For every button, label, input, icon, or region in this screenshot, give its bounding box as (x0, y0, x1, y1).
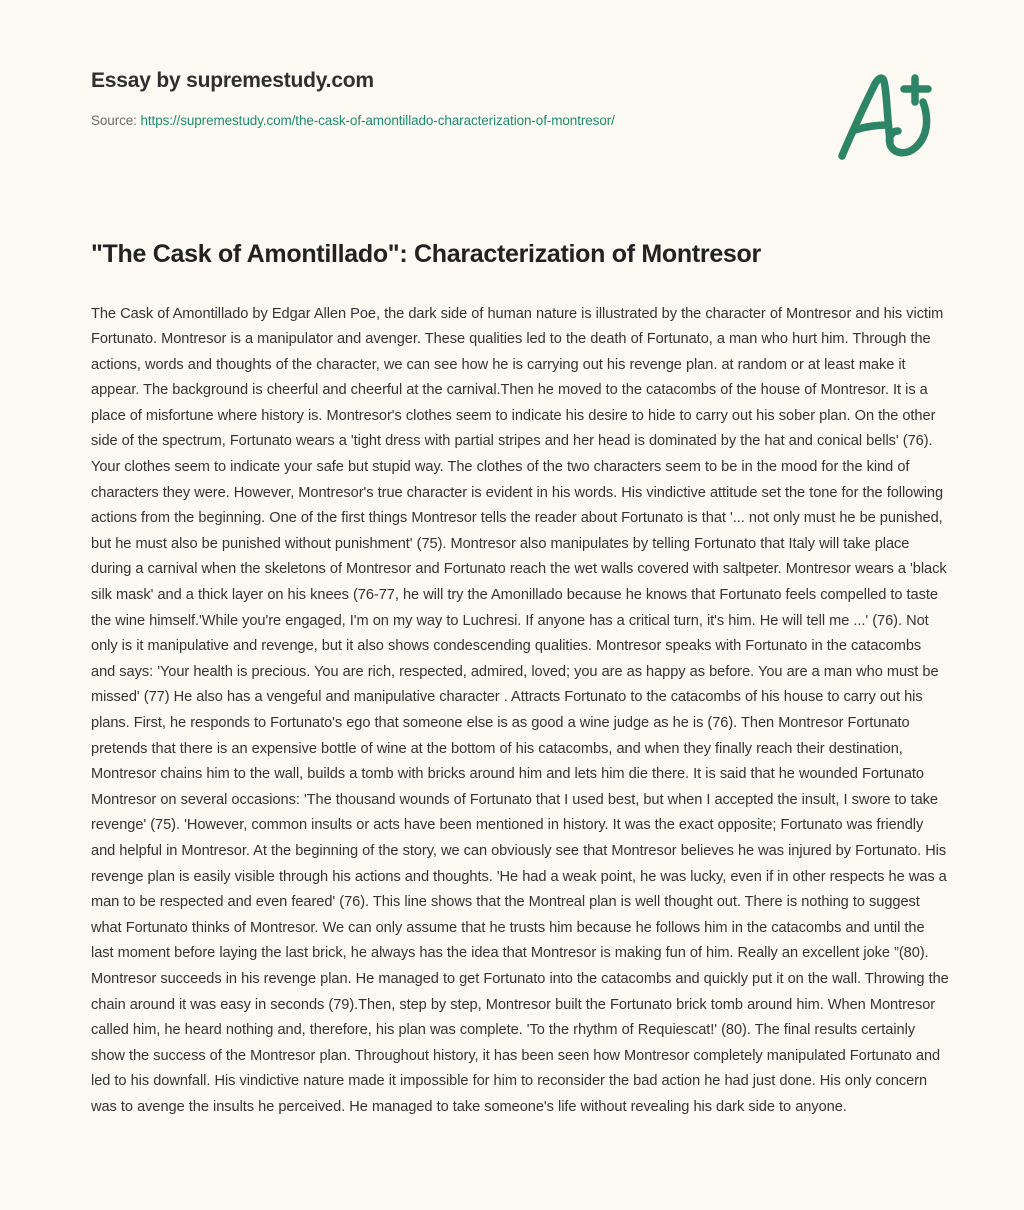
site-title: Essay by supremestudy.com (91, 69, 374, 92)
article (0, 140, 1024, 1161)
source-url-link[interactable]: https://supremestudy.com/the-cask-of-amontillado-characterization-of-montresor/ (140, 113, 615, 129)
source-label: Source: (91, 113, 137, 129)
page-header (0, 0, 1024, 140)
a-plus-logo-icon (828, 62, 948, 172)
page-title: "The Cask of Amontillado": Characterization of Montresor (91, 240, 761, 268)
article-paragraph: The Cask of Amontillado by Edgar Allen Poe, the dark side of human nature is illustrated by the character of Montresor and his victim Fortunato. Montresor is a manipulator and avenger. These qualities led to the death of Fortunato, a man who hurt him. Through the actions, words and thoughts of the character, we can see how he is carrying out his revenge plan. at random or at least make it appear. The background is cheerful and cheerful at the carnival.Then he moved to the catacombs of the house of Montresor. It is a place of misfortune where history is. Montresor's clothes seem to indicate his desire to hide to carry out his sober plan. On the other side of the spectrum, Fortunato wears a 'tight dress with partial stripes and her head is dominated by the hat and conical bells' (76). Your clothes seem to indicate your safe but stupid way. The clothes of the two characters seem to be in the mood for the kind of characters they were. However, Montresor's true character is evident in his words. His vindictive attitude set the tone for the following actions from the beginning. One of the first things Montresor tells the reader about Fortunato is that '... not only must he be punished, but he must also be punished without punishment' (75). Montresor also manipulates by telling Fortunato that Italy will take place during a carnival when the skeletons of Montresor and Fortunato reach the wet walls covered with saltpeter. Montresor wears a 'black silk mask' and a thick layer on his knees (76-77, he will try the Amonillado because he knows that Fortunato feels compelled to taste the wine himself.'While you're engaged, I'm on my way to Luchresi. If anyone has a critical turn, it's him. He will tell me ...' (76). Not only is it manipulative and revenge, but it also shows condescending qualities. Montresor speaks with Fortunato in the catacombs and says: 'Your health is precious. You are rich, respected, admired, loved; you are as happy as before. You are a man who must be missed' (77) He also has a vengeful and manipulative character . Attracts Fortunato to the catacombs of his house to carry out his plans. First, he responds to Fortunato's ego that someone else is as good a wine judge as he is (76). Then Montresor Fortunato pretends that there is an expensive bottle of wine at the bottom of his catacombs, and when they finally reach their destination, Montresor chains him to the wall, builds a tomb with bricks around him and lets him die there. It is said that he wounded Fortunato Montresor on several occasions: 'The thousand wounds of Fortunato that I used best, but when I accepted the insult, I swore to take revenge' (75). 'However, common insults or acts have been mentioned in history. It was the exact opposite; Fortunato was friendly and helpful in Montresor. At the beginning of the story, we can obviously see that Montresor believes he was injured by Fortunato. His revenge plan is easily visible through his actions and thoughts. 'He had a weak point, he was lucky, even if in other respects he was a man to be respected and even feared' (76). This line shows that the Montreal plan is well thought out. There is nothing to suggest what Fortunato thinks of Montresor. We can only assume that he trusts him because he follows him in the catacombs and until the last moment before laying the last brick, he always has the idea that Montresor is making fun of him. Really an excellent joke ”(80). Montresor succeeds in his revenge plan. He managed to get Fortunato into the catacombs and quickly put it on the wall. Throwing the chain around it was easy in seconds (79).Then, step by step, Montresor built the Fortunato brick tomb around him. When Montresor called him, he heard nothing and, therefore, his plan was complete. 'To the rhythm of Requiescat!' (80). The final results certainly show the success of the Montresor plan. Throughout history, it has been seen how Montresor completely manipulated Fortunato and led to his downfall. His vindictive nature made it impossible for him to reconsider the bad action he had just done. His only concern was to avenge the insults he perceived. He managed to take someone's life without revealing his dark side to anyone. (91, 305, 949, 1115)
article-body (91, 302, 949, 1121)
